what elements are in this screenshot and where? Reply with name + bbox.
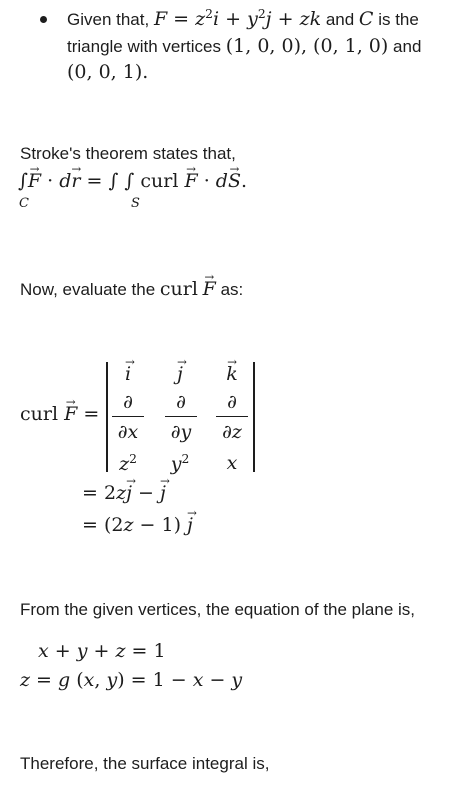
bullet-point: [40, 16, 47, 23]
bullet-text: Given that,: [67, 9, 154, 29]
conclusion-text: Therefore, the surface integral is,: [20, 754, 270, 773]
matrix-i: → i: [108, 363, 148, 385]
matrix-z-squared: $z^2$: [119, 452, 137, 475]
matrix-k: → k: [212, 363, 252, 385]
stokes-intro: Stroke's theorem states that,: [20, 144, 236, 163]
curve-C: C: [358, 7, 374, 30]
bullet-line-2: [67, 35, 421, 57]
vertex-3: (0, 0, 1).: [67, 61, 149, 83]
bullet-text-and: and: [321, 9, 359, 29]
evaluate-line: [20, 278, 243, 300]
bullet-text-and-2: and: [388, 37, 422, 56]
partial-x: ∂ ∂x: [112, 390, 144, 444]
vertices-1-2: (1, 0, 0), (0, 1, 0): [225, 35, 389, 57]
curl-word: curl: [159, 278, 198, 300]
plane-function: z = g (x, y) = 1 − x − y: [20, 669, 243, 691]
determinant-right-bar: [253, 362, 255, 472]
plane-equation: x + y + z = 1: [38, 640, 166, 662]
stokes-sub-S: S: [131, 196, 140, 211]
plane-intro: From the given vertices, the equation of the plane is,: [20, 600, 416, 619]
stokes-sub-C: C: [19, 196, 29, 211]
stokes-equation: ∫→ F · d→ r = ∫ ∫ curl → F · d→ S.: [18, 170, 247, 192]
evaluate-text: Now, evaluate the: [20, 280, 160, 299]
field-F-expression: $F = z^2i + y^2j$ + zk: [153, 7, 322, 30]
matrix-j: → j: [160, 363, 200, 385]
curl-result-2: = (2z − 1) → j: [82, 514, 193, 536]
vector-F: → F: [203, 278, 216, 300]
partial-z: ∂ ∂z: [216, 390, 248, 444]
partial-y: ∂ ∂y: [165, 390, 197, 444]
matrix-y-squared: $y^2$: [170, 452, 190, 475]
bullet-line-1: [67, 7, 419, 30]
bullet-text-triangle: triangle with vertices: [67, 37, 226, 56]
bullet-text-is-the: is the: [373, 9, 419, 29]
evaluate-suffix: as:: [215, 280, 244, 299]
matrix-x: x: [226, 452, 238, 474]
curl-F-lhs: curl → F =: [20, 403, 99, 425]
curl-result-1: = 2z→ j − → j: [82, 482, 166, 504]
